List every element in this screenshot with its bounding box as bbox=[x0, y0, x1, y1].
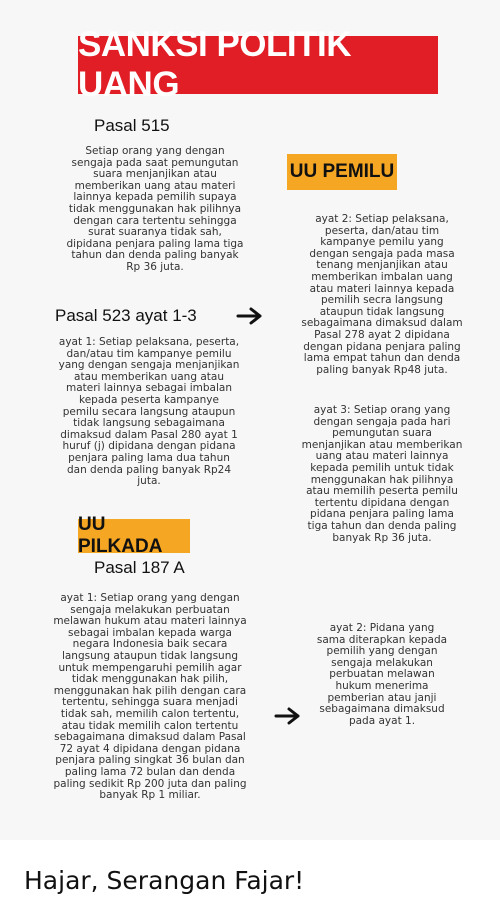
arrow-right-icon bbox=[236, 306, 264, 326]
uu-pemilu-ayat2-text: ayat 2: Setiap pelaksana, peserta, dan/atau tim kampanye pemilu yang dengan sengaja pada masa tenang menjanjikan atau memberikan imbalan uang atau materi lainnya kepada pemilih secra langsung ataupun tidak langsung sebagaimana dimaksud dalam Pasal 278 ayat 2 dipidana dengan pidana penjara paling lama empat tahun dan denda paling banyak Rp48 juta. bbox=[301, 213, 463, 376]
pasal-515-text: Setiap orang yang dengan sengaja pada saat pemungutan suara menjanjikan atau memberikan uang atau materi lainnya kepada pemilih supaya tidak menggunakan hak pilihnya dengan cara tertentu sehingga surat suaranya tidak sah, dipidana penjara paling lama tiga tahun dan denda paling banyak Rp 36 juta. bbox=[66, 145, 244, 273]
title-banner: SANKSI POLITIK UANG bbox=[78, 36, 438, 94]
arrow-right-icon bbox=[274, 706, 302, 726]
pasal-187a-ayat2-text: ayat 2: Pidana yang sama diterapkan kepada pemilih yang dengan sengaja melakukan perbuatan melawan hukum menerima pemberian atau janji sebagaimana dimaksud pada ayat 1. bbox=[316, 622, 448, 727]
caption-text: Hajar, Serangan Fajar! bbox=[24, 866, 305, 895]
pasal-187a-heading: Pasal 187 A bbox=[94, 558, 185, 577]
pasal-515-heading: Pasal 515 bbox=[94, 116, 170, 135]
uu-pemilu-ayat3-text: ayat 3: Setiap orang yang dengan sengaja pada hari pemungutan suara menjanjikan atau memberikan uang atau materi lainnya kepada pemilih untuk tidak menggunakan hak pilihnya atau memilih peserta pemilu tertentu dipidana dengan pidana penjara paling lama tiga tahun dan denda paling banyak Rp 36 juta. bbox=[301, 404, 463, 544]
pasal-523-ayat1-text: ayat 1: Setiap pelaksana, peserta, dan/atau tim kampanye pemilu yang dengan sengaja menjanjikan atau memberikan uang atau materi lainnya sebagai imbalan kepada peserta kampanye pemilu secara langsung ataupun tidak langsung sebagaimana dimaksud dalam Pasal 280 ayat 1 huruf (j) dipidana dengan pidana penjara paling lama dua tahun dan denda paling banyak Rp24 juta. bbox=[58, 336, 240, 488]
uu-pilkada-tag: UU PILKADA bbox=[78, 519, 190, 553]
uu-pemilu-tag: UU PEMILU bbox=[287, 154, 397, 190]
pasal-523-heading: Pasal 523 ayat 1-3 bbox=[55, 306, 197, 325]
pasal-187a-ayat1-text: ayat 1: Setiap orang yang dengan sengaja melakukan perbuatan melawan hukum atau materi lainnya sebagai imbalan kepada warga negara Indonesia baik secara langsung ataupun tidak langsung untuk mempengaruhi pemilih agar tidak menggunakan hak pilih, menggunakan hak pilih dengan cara tertentu, sehingga suara menjadi tidak sah, memilih calon tertentu, atau tidak memilih calon tertentu sebagaimana dimaksud dalam Pasal 72 ayat 4 dipidana dengan pidana penjara paling singkat 36 bulan dan paling lama 72 bulan dan denda paling sedikit Rp 200 juta dan paling banyak Rp 1 miliar. bbox=[53, 592, 247, 802]
